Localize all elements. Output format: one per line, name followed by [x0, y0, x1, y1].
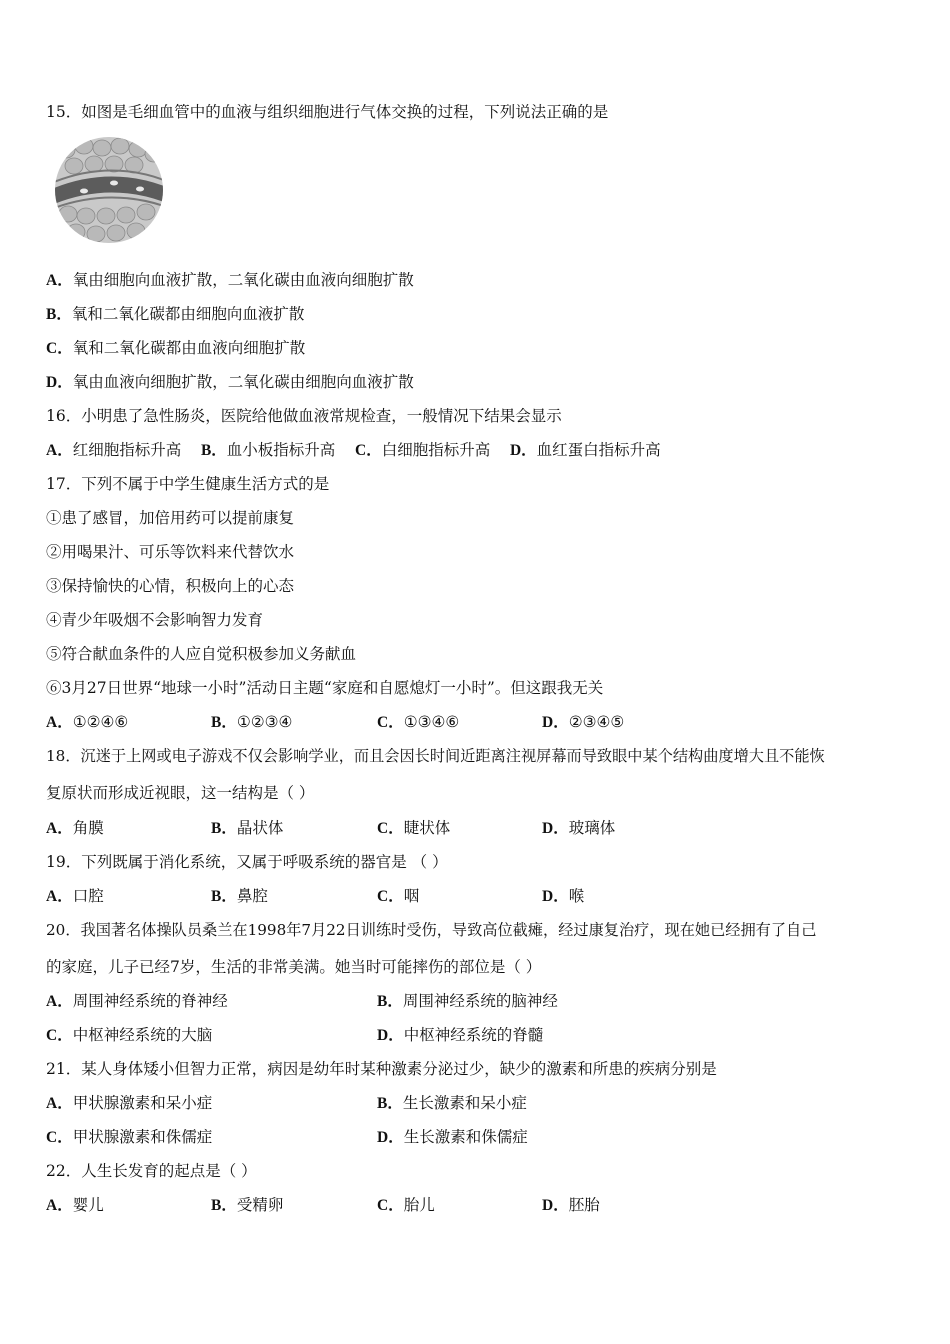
- q20-option-d: D．中枢神经系统的脊髓: [377, 1026, 544, 1044]
- q21-stem: 21．某人身体矮小但智力正常，病因是幼年时某种激素分泌过少，缺少的激素和所患的疾病分别是: [46, 1060, 717, 1078]
- q15-stem: 15．如图是毛细血管中的血液与组织细胞进行气体交换的过程，下列说法正确的是: [46, 103, 609, 121]
- q19-option-d: D．喉: [542, 887, 585, 905]
- q18-option-c: C．睫状体: [377, 819, 451, 837]
- q19-stem: 19．下列既属于消化系统，又属于呼吸系统的器官是 （ ）: [46, 853, 448, 871]
- q17-item-4: ④青少年吸烟不会影响智力发育: [46, 611, 264, 629]
- q22-option-c: C．胎儿: [377, 1196, 435, 1214]
- q20-stem-line-2: 的家庭，儿子已经7岁，生活的非常美满。她当时可能摔伤的部位是（ ）: [46, 958, 542, 976]
- q22-option-a: A．婴儿: [46, 1196, 104, 1214]
- q16-stem: 16．小明患了急性肠炎，医院给他做血液常规检查，一般情况下结果会显示: [46, 407, 562, 425]
- q17-stem: 17．下列不属于中学生健康生活方式的是: [46, 475, 330, 493]
- q17-item-2: ②用喝果汁、可乐等饮料来代替饮水: [46, 543, 295, 561]
- q16-option-d: D．血红蛋白指标升高: [509, 441, 661, 459]
- q22-stem: 22．人生长发育的起点是（ ）: [46, 1162, 257, 1180]
- q16-option-c: C．白细胞指标升高: [355, 441, 491, 459]
- q20-option-c: C．中枢神经系统的大脑: [46, 1026, 213, 1044]
- q18-option-a: A．角膜: [46, 819, 104, 837]
- q19-option-c: C．咽: [377, 887, 420, 905]
- q21-option-d: D．生长激素和侏儒症: [377, 1128, 528, 1146]
- q22-option-d: D．胚胎: [542, 1196, 600, 1214]
- q20-stem-line-1: 20．我国著名体操队员桑兰在1998年7月22日训练时受伤，导致高位截瘫，经过康复治疗，现在她已经拥有了自己: [46, 921, 817, 939]
- q15-option-d: D．氧由血液向细胞扩散，二氧化碳由细胞向血液扩散: [46, 373, 414, 391]
- q16-option-b: B．血小板指标升高: [200, 441, 336, 459]
- q21-option-b: B．生长激素和呆小症: [377, 1094, 527, 1112]
- q18-stem-line-1: 18．沉迷于上网或电子游戏不仅会影响学业，而且会因长时间近距离注视屏幕而导致眼中某个结构曲度增大且不能恢: [46, 747, 825, 765]
- q19-option-a: A．口腔: [46, 887, 104, 905]
- q16-options-row: [46, 440, 661, 461]
- q17-option-a: A．①②④⑥: [46, 713, 129, 731]
- q17-option-c: C．①③④⑥: [377, 713, 460, 731]
- q21-option-a: A．甲状腺激素和呆小症: [46, 1094, 213, 1112]
- q22-option-b: B．受精卵: [211, 1196, 284, 1214]
- q16-option-a: A．红细胞指标升高: [46, 441, 182, 459]
- q17-item-3: ③保持愉快的心情，积极向上的心态: [46, 577, 295, 595]
- q15-option-c: C．氧和二氧化碳都由血液向细胞扩散: [46, 339, 306, 357]
- q19-option-b: B．鼻腔: [211, 887, 268, 905]
- q17-option-b: B．①②③④: [211, 713, 293, 731]
- q20-option-a: A．周围神经系统的脊神经: [46, 992, 228, 1010]
- q18-option-b: B．晶状体: [211, 819, 284, 837]
- q15-option-b: B．氧和二氧化碳都由细胞向血液扩散: [46, 305, 305, 323]
- capillary-cell-gas-exchange-figure: [54, 136, 164, 244]
- q18-stem-line-2: 复原状而形成近视眼，这一结构是（ ）: [46, 784, 315, 802]
- q17-item-6: ⑥3月27日世界“地球一小时”活动日主题“家庭和自愿熄灯一小时”。但这跟我无关: [46, 679, 604, 697]
- q15-option-a: A．氧由细胞向血液扩散，二氧化碳由血液向细胞扩散: [46, 271, 414, 289]
- q21-option-c: C．甲状腺激素和侏儒症: [46, 1128, 213, 1146]
- q17-item-5: ⑤符合献血条件的人应自觉积极参加义务献血: [46, 645, 357, 663]
- q20-option-b: B．周围神经系统的脑神经: [377, 992, 558, 1010]
- q18-option-d: D．玻璃体: [542, 819, 616, 837]
- q17-item-1: ①患了感冒，加倍用药可以提前康复: [46, 509, 295, 527]
- q17-option-d: D．②③④⑤: [542, 713, 625, 731]
